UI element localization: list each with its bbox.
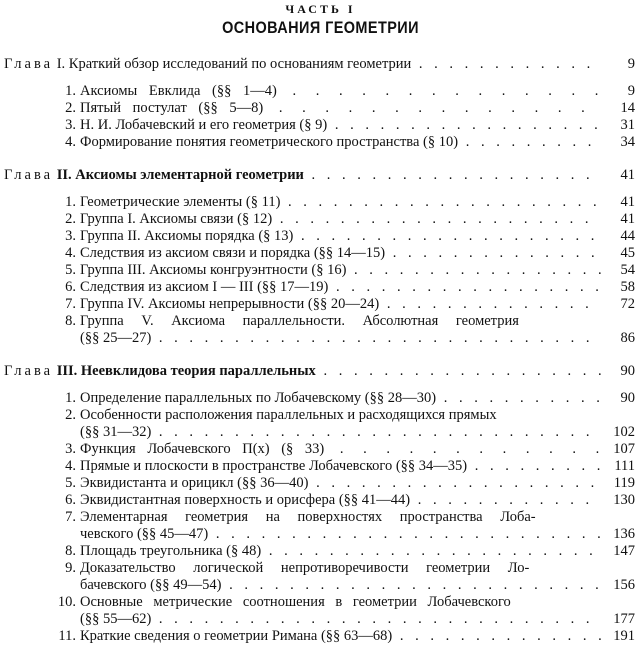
entry-page: 119 [613,475,635,491]
entry-page: 9 [627,83,635,99]
entry-page: 136 [613,526,635,542]
entry-number: 9. [65,560,76,576]
entry-number: 3. [65,441,76,457]
entry-title-continuation: (§§ 55—62) [80,611,152,627]
entry-number: 4. [65,245,76,261]
toc-entry[interactable] [0,313,641,330]
entry-title: Элементарная геометрия на поверхностях пространства Лоба- [80,509,536,525]
entry-title: Эквидистантная поверхность и орисфера (§§ 41—44) [80,492,411,508]
toc-entry[interactable] [0,279,641,296]
entry-number: 10. [57,594,76,610]
entry-title: Группа IV. Аксиомы непрерывности (§§ 20—24) [80,296,380,312]
entry-page: 41 [620,194,635,210]
entry-number: 5. [65,475,76,491]
entry-number: 8. [65,543,76,559]
entry-number: 1. [65,83,76,99]
toc-entry[interactable] [0,543,641,560]
entry-title: Группа V. Аксиома параллельности. Абсолютная геометрия [80,313,519,329]
entry-title-continuation: бачевского (§§ 49—54) [80,577,222,593]
toc-entry[interactable] [0,211,641,228]
entry-title: Площадь треугольника (§ 48) [80,543,262,559]
entry-number: 11. [58,628,76,644]
part-label: ЧАСТЬ I [285,2,356,16]
toc-entry[interactable] [0,390,641,407]
entry-page: 156 [613,577,635,593]
toc-entry[interactable] [0,228,641,245]
entry-page: 45 [620,245,635,261]
entry-number: 4. [65,134,76,150]
entry-title: Краткие сведения о геометрии Римана (§§ 63—68) [80,628,393,644]
chapter-title: II. Аксиомы элементарной геометрии [56,167,304,183]
entry-number: 3. [65,117,76,133]
entry-title-continuation: (§§ 25—27) [80,330,152,346]
entry-number: 6. [65,492,76,508]
entry-title: Следствия из аксиом связи и порядка (§§ 14—15) [80,245,386,261]
entry-title: Пятый постулат (§§ 5—8) [80,100,264,116]
entry-title: Прямые и плоскости в пространстве Лобачевского (§§ 34—35) [80,458,468,474]
toc-entry[interactable] [0,594,641,611]
entry-page: 147 [613,543,635,559]
entry-title: Доказательство логической непротиворечивости геометрии Ло- [80,560,530,576]
toc-entry[interactable] [0,194,641,211]
entry-page: 54 [620,262,635,278]
toc-entry[interactable] [0,441,641,458]
toc-entry[interactable] [0,134,641,151]
entry-page: 177 [613,611,635,627]
toc-entry[interactable] [0,475,641,492]
toc-entry[interactable] [0,458,641,475]
chapter-page: 90 [620,363,635,379]
entry-title: Определение параллельных по Лобачевскому (§§ 28—30) [80,390,437,406]
entry-page: 58 [620,279,635,295]
toc-entry[interactable] [0,83,641,100]
entry-number: 8. [65,313,76,329]
entry-title: Формирование понятия геометрического пространства (§ 10) [80,134,459,150]
toc-entry[interactable] [0,245,641,262]
chapter-page: 41 [620,167,635,183]
entry-number: 6. [65,279,76,295]
entry-page: 86 [620,330,635,346]
entry-number: 7. [65,296,76,312]
entry-number: 5. [65,262,76,278]
chapter-3-heading[interactable] [0,363,641,380]
toc-entry[interactable] [0,262,641,279]
chapter-title: III. Неевклидова теория параллельных [56,363,316,379]
toc-entry-continuation[interactable] [0,330,641,347]
entry-page: 34 [620,134,635,150]
entry-number: 7. [65,509,76,525]
toc-entry[interactable] [0,492,641,509]
entry-title: Геометрические элементы (§ 11) [80,194,281,210]
entry-number: 1. [65,390,76,406]
entry-page: 102 [613,424,635,440]
entry-number: 2. [65,100,76,116]
toc-entry-continuation[interactable] [0,577,641,594]
part-title: ОСНОВАНИЯ ГЕОМЕТРИИ [222,18,419,37]
entry-page: 14 [620,100,635,116]
toc-entry[interactable] [0,628,641,645]
chapter-title: I. Краткий обзор исследований по основаниям геометрии [56,56,412,72]
entry-title: Особенности расположения параллельных и расходящихся прямых [80,407,497,423]
entry-number: 3. [65,228,76,244]
entry-page: 90 [620,390,635,406]
entry-page: 107 [613,441,635,457]
entry-number: 2. [65,211,76,227]
toc-entry-continuation[interactable] [0,424,641,441]
toc-entry-continuation[interactable] [0,526,641,543]
entry-number: 1. [65,194,76,210]
entry-number: 4. [65,458,76,474]
entry-title: Основные метрические соотношения в геометрии Лобачевского [80,594,511,610]
entry-title: Следствия из аксиом I — III (§§ 17—19) [80,279,329,295]
entry-page: 72 [620,296,635,312]
entry-page: 130 [613,492,635,508]
chapter-page: 9 [627,56,635,72]
toc-entry[interactable] [0,560,641,577]
entry-title: Группа II. Аксиомы порядка (§ 13) [80,228,294,244]
toc-entry[interactable] [0,100,641,117]
toc-entry[interactable] [0,407,641,424]
chapter-prefix: Глава [4,363,54,379]
entry-title: Функция Лобачевского Π(x) (§ 33) [80,441,325,457]
entry-title: Аксиомы Евклида (§§ 1—4) [80,83,277,99]
chapter-prefix: Глава [4,167,54,183]
entry-title-continuation: чевского (§§ 45—47) [80,526,209,542]
entry-page: 31 [620,117,635,133]
toc-entry[interactable] [0,296,641,313]
entry-page: 111 [614,458,635,474]
entry-page: 41 [620,211,635,227]
chapter-1-heading[interactable] [0,56,641,73]
entry-title: Группа I. Аксиомы связи (§ 12) [80,211,273,227]
chapter-2-heading[interactable] [0,167,641,184]
entry-title: Группа III. Аксиомы конгруэнтности (§ 16) [80,262,347,278]
entry-page: 44 [620,228,635,244]
entry-title: Н. И. Лобачевский и его геометрия (§ 9) [80,117,328,133]
entry-page: 191 [613,628,635,644]
entry-number: 2. [65,407,76,423]
entry-title: Эквидистанта и орицикл (§§ 36—40) [80,475,309,491]
toc-entry[interactable] [0,509,641,526]
toc-entry-continuation[interactable] [0,611,641,628]
toc-entry[interactable] [0,117,641,134]
chapter-prefix: Глава [4,56,54,72]
entry-title-continuation: (§§ 31—32) [80,424,152,440]
